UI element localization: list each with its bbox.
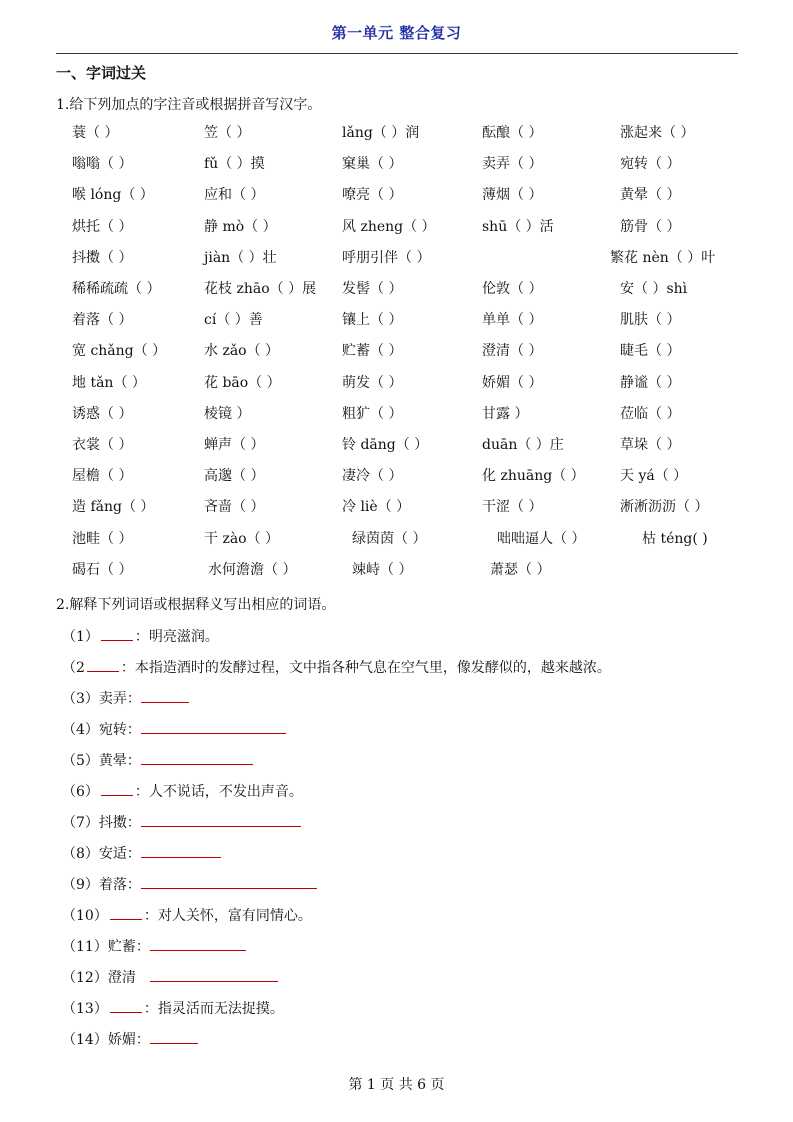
vocab-item: 娇媚（ ） [482, 374, 543, 391]
vocab-item: 睫毛（ ） [620, 343, 681, 360]
vocab-row [72, 528, 752, 559]
vocab-item: 碣石（ ） [72, 561, 133, 578]
separator: ： [143, 1001, 158, 1017]
vocab-item: 高邈（ ） [204, 468, 265, 485]
section-title: 一、字词过关 [56, 64, 147, 82]
header-divider [56, 53, 738, 54]
question-2-title: 2.解释下列词语或根据释义写出相应的词语。 [56, 597, 336, 613]
vocab-item: 吝啬（ ） [204, 499, 265, 516]
item-number: （11） [62, 939, 108, 955]
vocab-item: shū（ ）活 [482, 218, 554, 235]
definition-item [62, 843, 221, 863]
separator: ： [126, 846, 141, 862]
separator: ： [134, 784, 149, 800]
vocab-item: 甘露 ） [482, 405, 529, 422]
separator: ： [135, 1032, 150, 1048]
separator: ： [134, 629, 149, 645]
item-number: （2 [62, 660, 85, 676]
item-number: （8） [62, 846, 99, 862]
term-word: 着落 [98, 877, 127, 893]
vocab-item: 干 zào（ ） [204, 530, 280, 547]
vocab-item: 花 bāo（ ） [204, 374, 281, 391]
vocab-row [72, 496, 752, 527]
vocab-item: 嗡嗡（ ） [72, 156, 133, 173]
definition-text: 对人关怀，富有同情心。 [157, 908, 312, 924]
vocab-item: 棱镜 ） [204, 405, 251, 422]
term-word: 抖擞 [98, 815, 127, 831]
vocab-row [72, 465, 752, 496]
vocab-item: 卖弄（ ） [482, 156, 543, 173]
vocab-item: 静谧（ ） [620, 374, 681, 391]
vocab-item: 黄晕（ ） [620, 187, 681, 204]
answer-blank-line[interactable] [150, 969, 278, 982]
vocab-item: cí（ ）善 [204, 312, 263, 329]
separator: ： [126, 815, 141, 831]
definition-text: 指灵活而无法捉摸。 [157, 1001, 284, 1017]
vocab-item: 应和（ ） [204, 187, 265, 204]
vocab-item: 酝酿（ ） [482, 125, 543, 141]
vocab-item: 衣裳（ ） [72, 437, 133, 453]
term-word: 卖弄 [98, 691, 127, 707]
term-word: 贮蓄 [107, 939, 136, 955]
vocab-item: 抖擞（ ） [72, 249, 133, 266]
vocab-item: 嘹亮（ ） [342, 187, 403, 204]
vocab-row [72, 559, 752, 590]
definition-text: 本指造酒时的发酵过程，文中指各种气息在空气里，像发酵似的，越来越浓。 [134, 660, 611, 676]
item-number: （1） [62, 629, 99, 645]
vocab-item: 诱惑（ ） [72, 405, 133, 422]
vocab-item: 萧瑟（ ） [490, 561, 551, 578]
item-number: （10） [62, 908, 108, 924]
vocab-item: 笠（ ） [204, 125, 251, 141]
vocab-item: 伦敦（ ） [482, 281, 543, 297]
definition-item [62, 688, 189, 708]
answer-blank-line[interactable] [150, 938, 246, 951]
vocab-row [72, 372, 752, 403]
item-number: （9） [62, 877, 99, 893]
answer-blank-line[interactable] [141, 814, 301, 827]
vocab-row [72, 309, 752, 340]
question-1-title: 1.给下列加点的字注音或根据拼音写汉字。 [56, 97, 322, 113]
vocab-row [72, 122, 752, 153]
vocab-item: 枯 téng( ) [642, 530, 708, 547]
definition-item [62, 812, 301, 832]
answer-blank-short[interactable] [101, 628, 133, 641]
separator: ： [126, 691, 141, 707]
definition-item [62, 626, 219, 646]
vocab-row [72, 340, 752, 371]
vocab-row [72, 278, 752, 309]
item-number: （12） [62, 970, 108, 986]
vocab-item: 草垛（ ） [620, 437, 681, 453]
separator: ： [126, 877, 141, 893]
term-word: 黄晕 [98, 753, 127, 769]
answer-blank-short[interactable] [101, 783, 133, 796]
vocab-item: 竦峙（ ） [352, 561, 413, 578]
vocab-item: 咄咄逼人（ ） [497, 530, 586, 547]
vocab-item: 安（ ）shì [620, 281, 688, 297]
definition-text: 明亮滋润。 [148, 629, 219, 645]
answer-blank-line[interactable] [141, 876, 317, 889]
answer-blank-line[interactable] [141, 690, 189, 703]
vocab-row [72, 216, 752, 247]
page-header-title: 第一单元 整合复习 [331, 24, 462, 42]
definition-item [62, 874, 317, 894]
answer-blank-short[interactable] [110, 907, 142, 920]
vocab-item: 宽 chǎng（ ） [72, 343, 167, 360]
answer-blank-line[interactable] [141, 752, 253, 765]
vocab-item: 地 tǎn（ ） [72, 374, 146, 391]
vocab-item: 蝉声（ ） [204, 437, 265, 453]
definition-item [62, 750, 253, 770]
vocab-item: 单单（ ） [482, 312, 543, 329]
vocab-row [72, 403, 752, 434]
vocab-item: 发髻（ ） [342, 281, 403, 297]
separator: ： [143, 908, 158, 924]
vocab-item: 镶上（ ） [342, 312, 403, 329]
vocab-item: 冷 liè（ ） [342, 499, 411, 516]
vocab-item: 化 zhuāng（ ） [482, 468, 585, 485]
separator: ： [126, 753, 141, 769]
definition-item [62, 719, 286, 739]
vocab-item: 绿茵茵（ ） [352, 530, 427, 547]
vocab-item: 肌肤（ ） [620, 312, 681, 329]
vocab-item: 造 fǎng（ ） [72, 499, 155, 516]
definition-text: 人不说话，不发出声音。 [148, 784, 303, 800]
item-number: （4） [62, 722, 99, 738]
item-number: （14） [62, 1032, 108, 1048]
vocab-item: 铃 dāng（ ） [342, 437, 429, 453]
vocab-row [72, 153, 752, 184]
vocab-item: 喉 lóng（ ） [72, 187, 154, 204]
vocab-item: 粗犷（ ） [342, 405, 403, 422]
item-number: （5） [62, 753, 99, 769]
vocab-item: jiàn（ ）壮 [204, 249, 277, 266]
vocab-item: 窠巢（ ） [342, 156, 403, 173]
vocab-item: 贮蓄（ ） [342, 343, 403, 360]
separator: ： [120, 660, 135, 676]
vocab-item: 凄冷（ ） [342, 468, 403, 485]
vocab-item: 屋檐（ ） [72, 468, 133, 485]
vocab-item: 萌发（ ） [342, 374, 403, 391]
vocab-item: 繁花 nèn（ ）叶 [610, 249, 716, 266]
vocab-item: duān（ ）庄 [482, 437, 564, 453]
definition-item [62, 781, 303, 801]
term-word: 澄清 [107, 970, 136, 986]
vocab-item: 涨起来（ ） [620, 125, 695, 141]
separator: ： [135, 939, 150, 955]
definition-item [62, 936, 246, 956]
vocab-item: 筋骨（ ） [620, 218, 681, 235]
definition-item [62, 657, 611, 677]
vocab-item: 静 mò（ ） [204, 218, 277, 235]
separator: ： [126, 722, 141, 738]
vocab-item: lǎng（ ）润 [342, 125, 420, 141]
answer-blank-line[interactable] [141, 845, 221, 858]
vocab-item: 花枝 zhāo（ ）展 [204, 281, 317, 297]
definition-item [62, 998, 284, 1018]
definition-item [62, 967, 278, 987]
vocab-item: 蓑（ ） [72, 125, 119, 141]
vocab-item: 水 zǎo（ ） [204, 343, 280, 360]
answer-blank-short[interactable] [110, 1000, 142, 1013]
term-word: 娇媚 [107, 1032, 136, 1048]
vocab-item: 莅临（ ） [620, 405, 681, 422]
answer-blank-line[interactable] [141, 721, 286, 734]
vocab-item: 干涩（ ） [482, 499, 543, 516]
item-number: （3） [62, 691, 99, 707]
vocab-item: 池畦（ ） [72, 530, 133, 547]
definition-item [62, 905, 312, 925]
term-word: 安适 [98, 846, 127, 862]
vocab-row [72, 434, 752, 465]
vocab-row [72, 184, 752, 215]
answer-blank-short[interactable] [87, 659, 119, 672]
vocab-item: 稀稀疏疏（ ） [72, 281, 161, 297]
vocab-item: 淅淅沥沥（ ） [620, 499, 709, 516]
page-footer: 第 1 页 共 6 页 [348, 1077, 445, 1093]
term-word: 宛转 [98, 722, 127, 738]
vocab-item: 天 yá（ ） [620, 468, 688, 485]
vocab-item: 风 zheng（ ） [342, 218, 436, 235]
item-number: （7） [62, 815, 99, 831]
vocab-item: fǔ（ ）摸 [204, 156, 265, 173]
answer-blank-line[interactable] [150, 1031, 198, 1044]
vocab-item: 水何澹澹（ ） [208, 561, 297, 578]
item-number: （6） [62, 784, 99, 800]
vocab-item: 呼朋引伴（ ） [342, 249, 431, 266]
vocab-row [72, 247, 752, 278]
vocab-item: 着落（ ） [72, 312, 133, 329]
vocab-item: 烘托（ ） [72, 218, 133, 235]
definition-item [62, 1029, 198, 1049]
vocab-item: 宛转（ ） [620, 156, 681, 173]
item-number: （13） [62, 1001, 108, 1017]
vocab-item: 澄清（ ） [482, 343, 543, 360]
vocab-item: 薄烟（ ） [482, 187, 543, 204]
